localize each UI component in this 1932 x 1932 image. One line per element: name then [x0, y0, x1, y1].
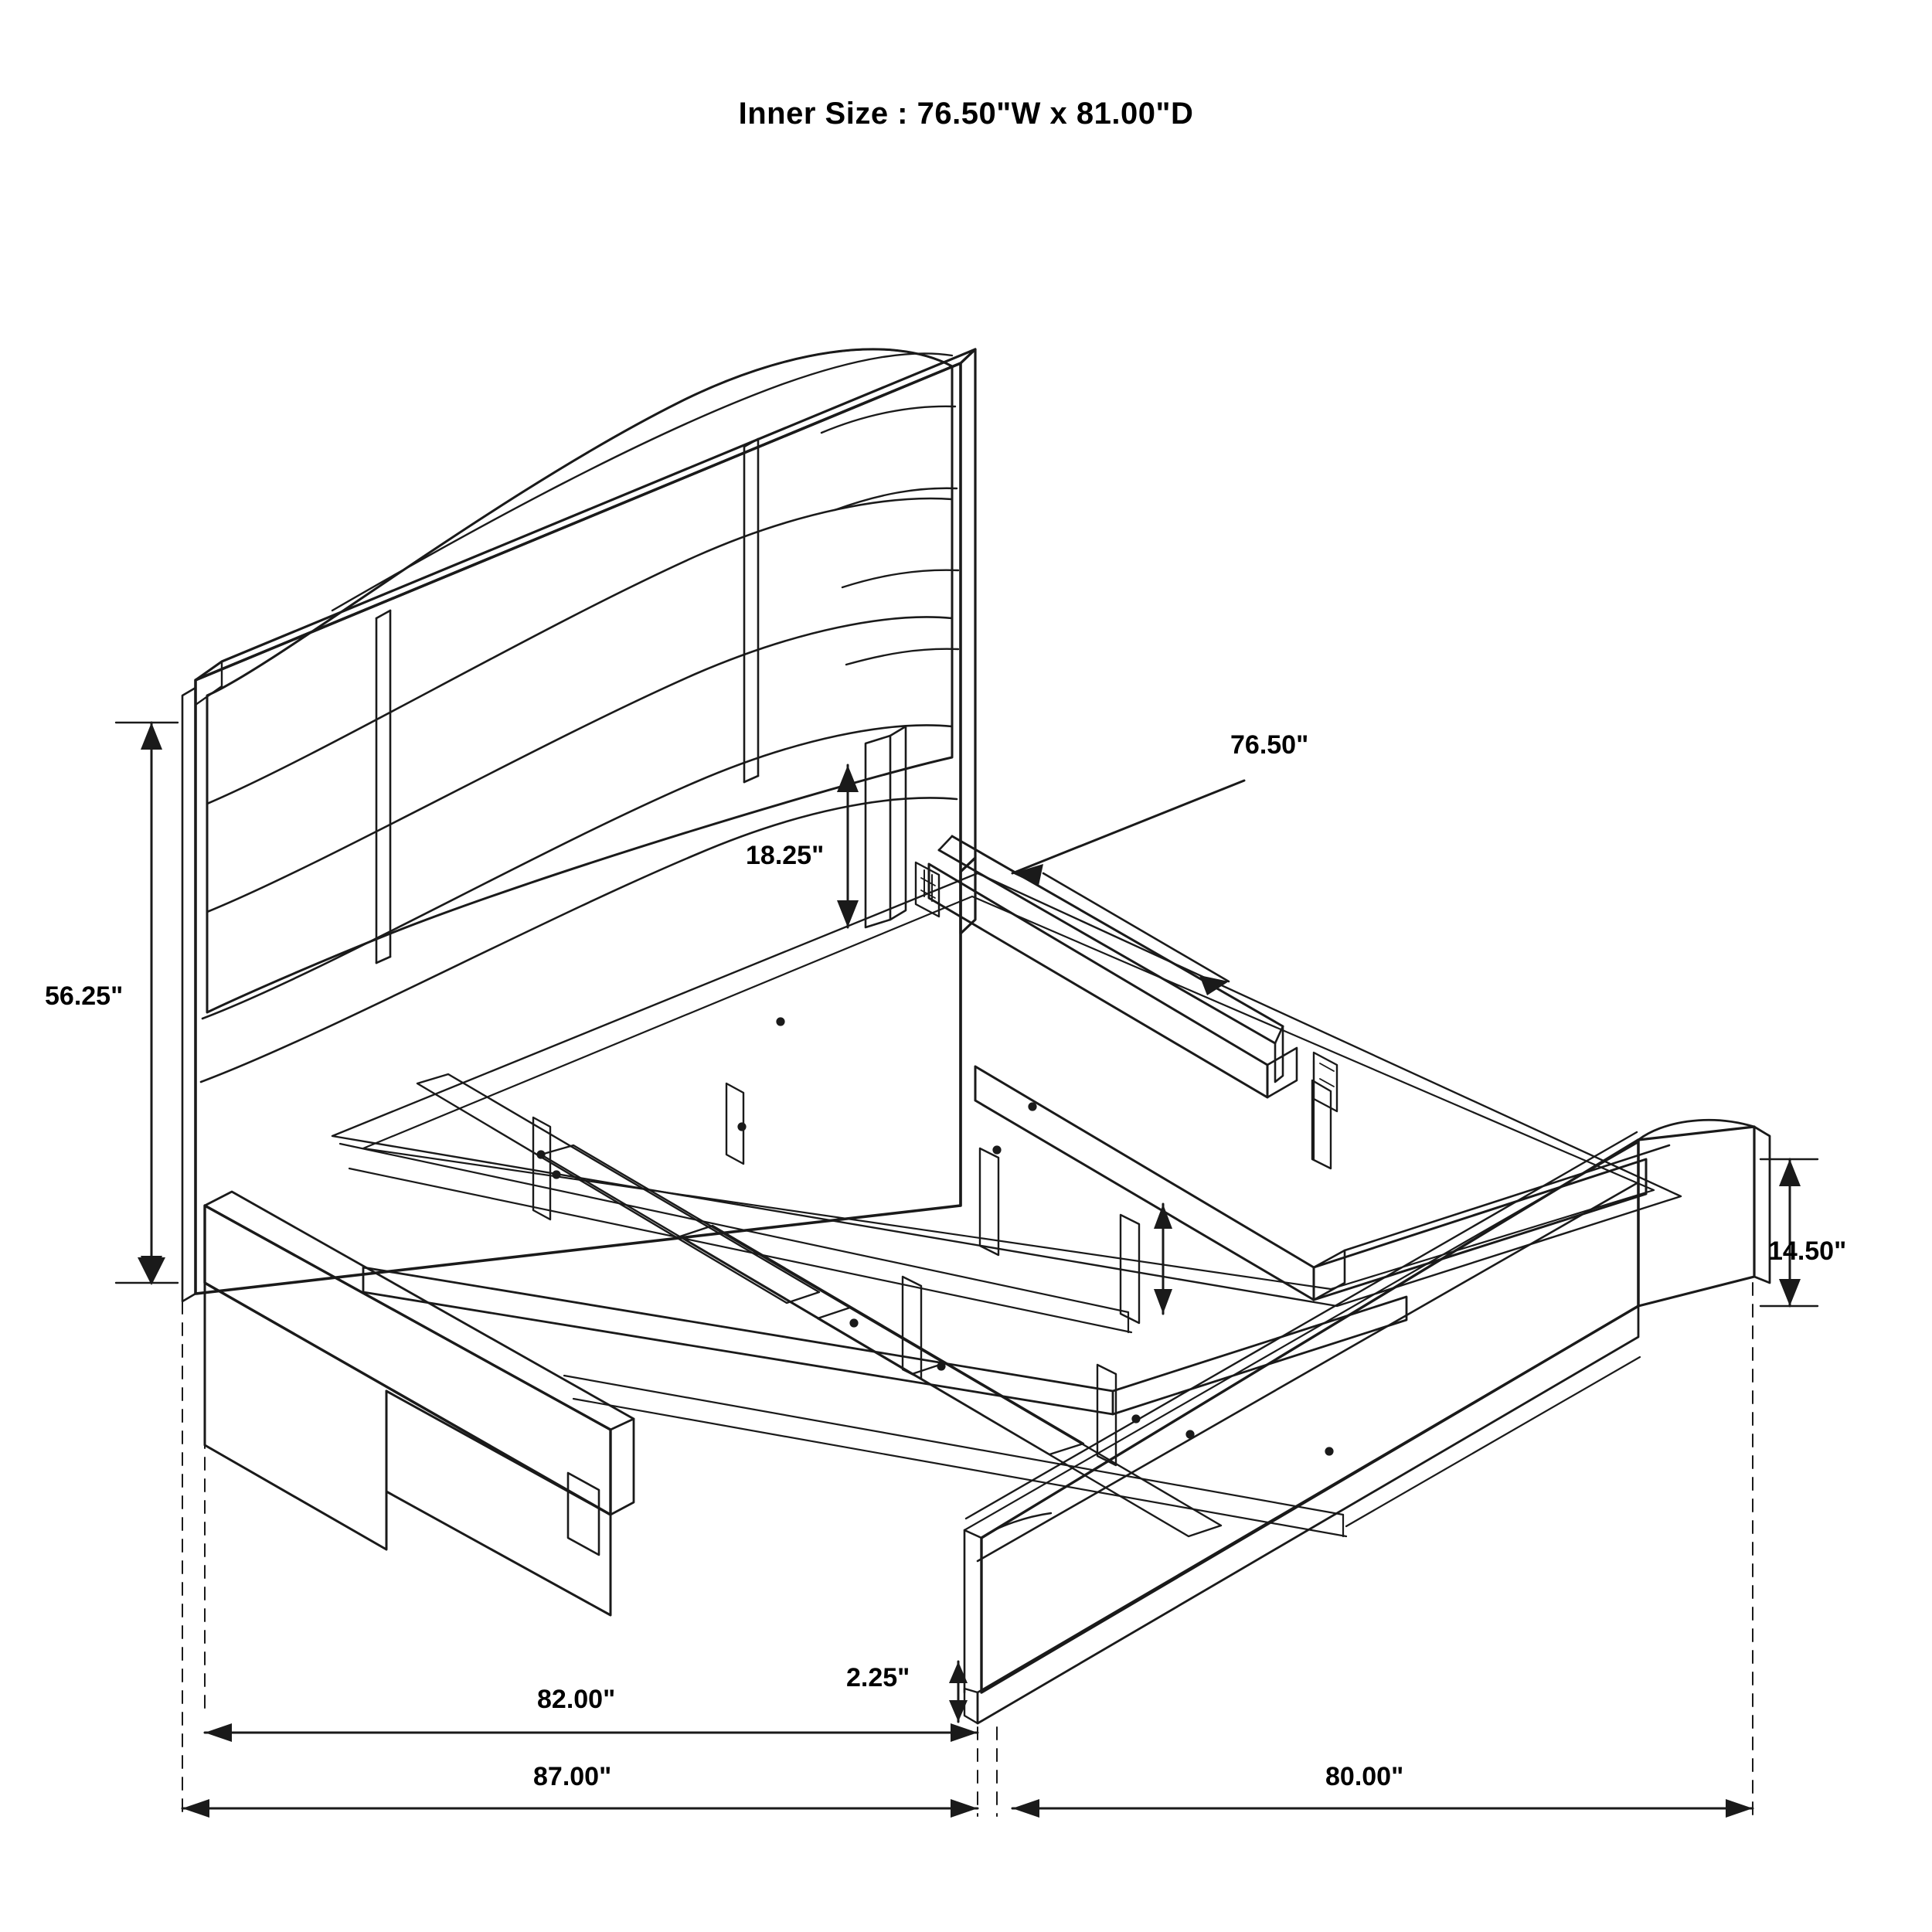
- dimension-label-headboard-height: 56.25": [45, 981, 124, 1011]
- dimension-label-frame-length-inner: 82.00": [537, 1685, 616, 1714]
- dimension-label-inner-width: 76.50": [1230, 730, 1309, 760]
- dimension-label-footboard-height: 14.50": [1768, 1236, 1847, 1266]
- dimension-label-headboard-clearance: 18.25": [746, 841, 825, 870]
- dimension-label-overall-width: 80.00": [1325, 1762, 1404, 1791]
- dimension-label-overall-length: 87.00": [533, 1762, 612, 1791]
- dimension-label-slat-height: 2.25": [846, 1663, 910, 1692]
- page-title: Inner Size : 76.50"W x 81.00"D: [738, 97, 1194, 131]
